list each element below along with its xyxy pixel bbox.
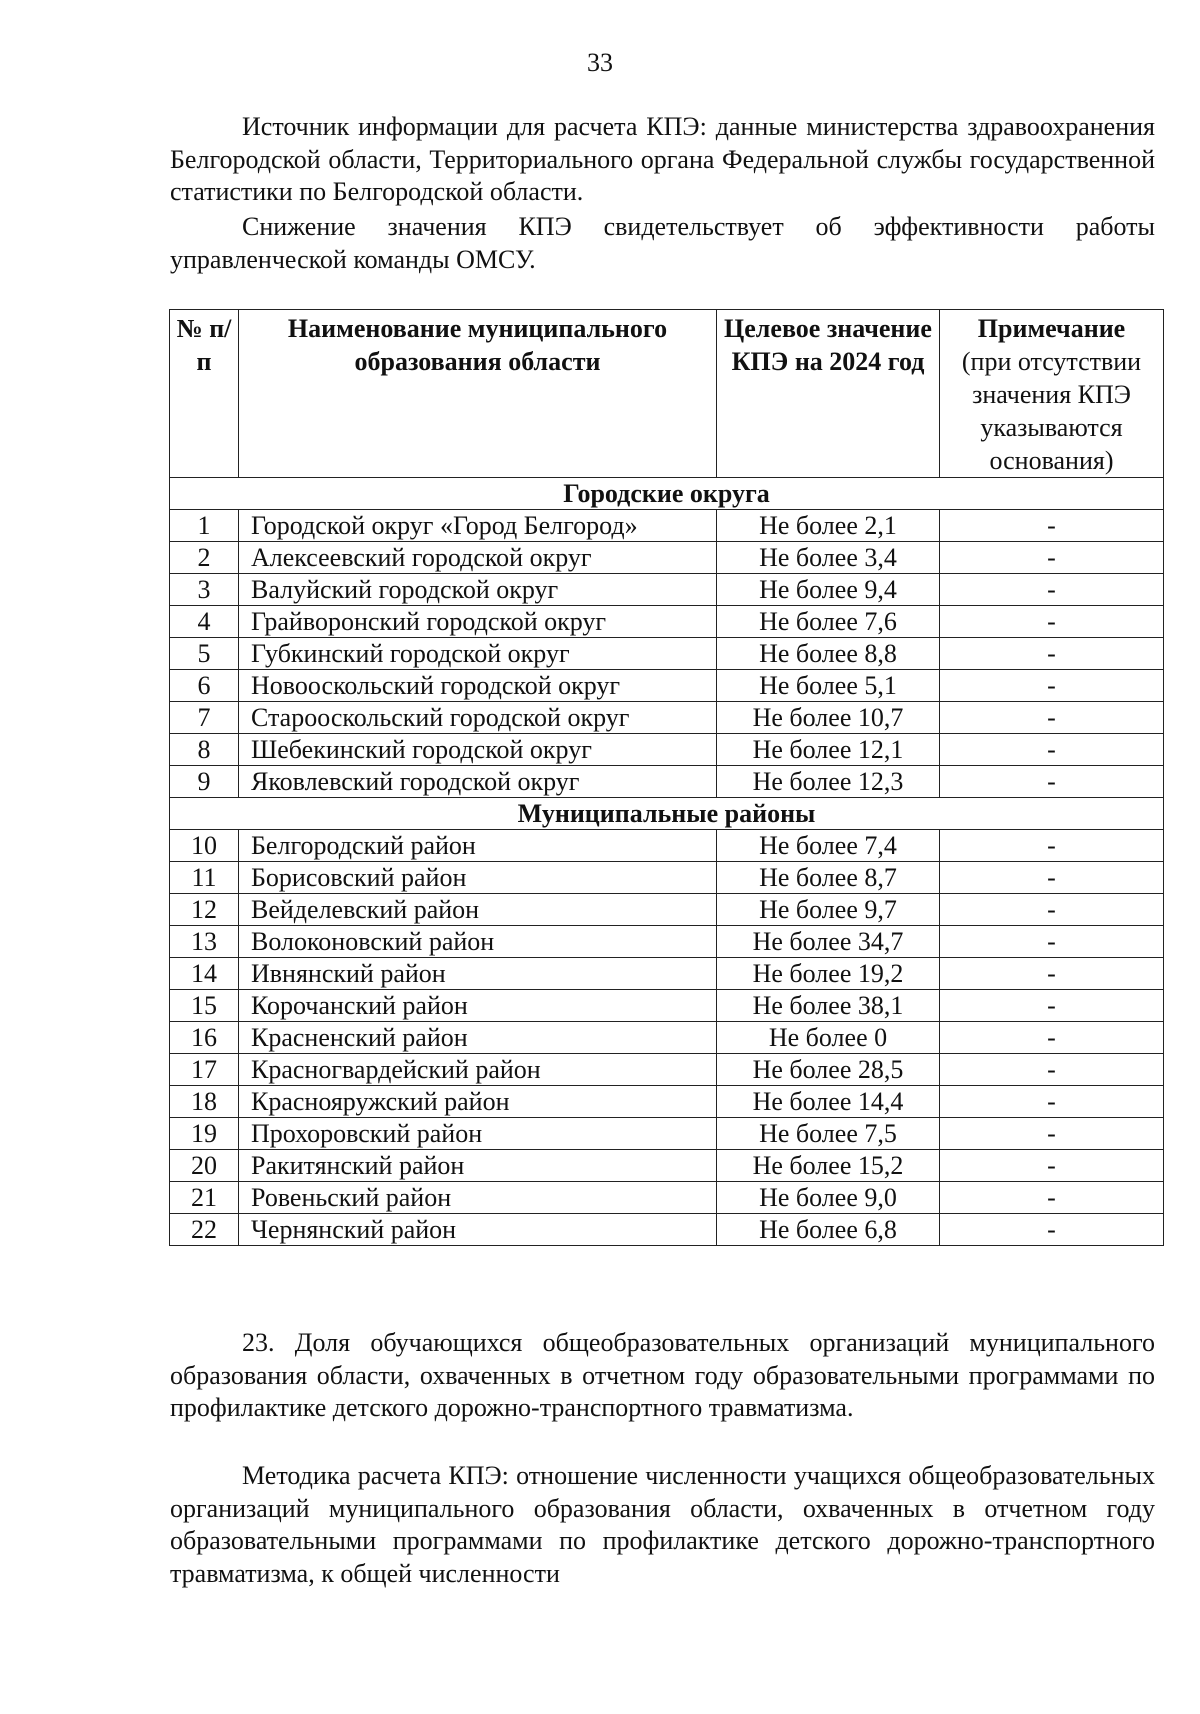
note-cell: - bbox=[940, 830, 1164, 862]
table-row bbox=[170, 990, 1164, 1022]
row-number: 11 bbox=[170, 862, 239, 894]
table-row bbox=[170, 638, 1164, 670]
table-row bbox=[170, 702, 1164, 734]
note-cell: - bbox=[940, 862, 1164, 894]
row-number: 16 bbox=[170, 1022, 239, 1054]
page-number: 33 bbox=[587, 48, 613, 77]
municipality-name: Губкинский городской округ bbox=[239, 638, 717, 670]
row-number: 9 bbox=[170, 766, 239, 798]
method-text: Методика расчета КПЭ: отношение численности учащихся общеобразовательных организаций муниципального образования области, охваченных в отчетном году образовательными программами по профилактике детского дорожно-транспортного травматизма, к общей численности bbox=[170, 1461, 1155, 1588]
header-note bbox=[940, 310, 1164, 478]
note-cell: - bbox=[940, 766, 1164, 798]
municipality-name: Валуйский городской округ bbox=[239, 574, 717, 606]
municipality-name: Краснояружский район bbox=[239, 1086, 717, 1118]
municipality-name: Ровеньский район bbox=[239, 1182, 717, 1214]
table-row bbox=[170, 670, 1164, 702]
target-value: Не более 7,5 bbox=[717, 1118, 940, 1150]
target-value: Не более 28,5 bbox=[717, 1054, 940, 1086]
target-value: Не более 6,8 bbox=[717, 1214, 940, 1246]
table-row bbox=[170, 1086, 1164, 1118]
target-value: Не более 19,2 bbox=[717, 958, 940, 990]
table-row bbox=[170, 1054, 1164, 1086]
municipality-name: Красненский район bbox=[239, 1022, 717, 1054]
target-value: Не более 7,4 bbox=[717, 830, 940, 862]
municipality-name: Белгородский район bbox=[239, 830, 717, 862]
note-cell: - bbox=[940, 926, 1164, 958]
table-row bbox=[170, 1182, 1164, 1214]
decrease-text: Снижение значения КПЭ свидетельствует об эффективности работы управленческой команды ОМСУ. bbox=[170, 212, 1155, 274]
row-number: 17 bbox=[170, 1054, 239, 1086]
note-cell: - bbox=[940, 1182, 1164, 1214]
note-cell: - bbox=[940, 734, 1164, 766]
note-cell: - bbox=[940, 638, 1164, 670]
target-value: Не более 3,4 bbox=[717, 542, 940, 574]
row-number: 21 bbox=[170, 1182, 239, 1214]
row-number: 6 bbox=[170, 670, 239, 702]
item-23-text: 23. Доля обучающихся общеобразовательных организаций муниципального образования области, охваченных в отчетном году образовательными программами по профилактике детского дорожно-транспортного травматизма. bbox=[170, 1328, 1155, 1422]
table-row bbox=[170, 606, 1164, 638]
row-number: 5 bbox=[170, 638, 239, 670]
note-cell: - bbox=[940, 510, 1164, 542]
header-note-title: Примечание bbox=[977, 314, 1126, 343]
header-note-detail: (при отсутствии значения КПЭ указываются основания) bbox=[961, 347, 1142, 475]
row-number: 14 bbox=[170, 958, 239, 990]
target-value: Не более 9,4 bbox=[717, 574, 940, 606]
note-cell: - bbox=[940, 1054, 1164, 1086]
row-number: 8 bbox=[170, 734, 239, 766]
row-number: 12 bbox=[170, 894, 239, 926]
municipality-name: Грайворонский городской округ bbox=[239, 606, 717, 638]
note-cell: - bbox=[940, 670, 1164, 702]
row-number: 10 bbox=[170, 830, 239, 862]
table-row bbox=[170, 1022, 1164, 1054]
municipality-name: Прохоровский район bbox=[239, 1118, 717, 1150]
table-row bbox=[170, 510, 1164, 542]
note-cell: - bbox=[940, 702, 1164, 734]
municipality-name: Корочанский район bbox=[239, 990, 717, 1022]
municipality-name: Яковлевский городской округ bbox=[239, 766, 717, 798]
note-cell: - bbox=[940, 1214, 1164, 1246]
municipality-name: Новооскольский городской округ bbox=[239, 670, 717, 702]
section-row bbox=[170, 798, 1164, 830]
municipality-name: Ракитянский район bbox=[239, 1150, 717, 1182]
municipality-name: Борисовский район bbox=[239, 862, 717, 894]
target-value: Не более 15,2 bbox=[717, 1150, 940, 1182]
table-row bbox=[170, 1118, 1164, 1150]
table-row bbox=[170, 1150, 1164, 1182]
section-title: Городские округа bbox=[170, 478, 1164, 510]
municipality-name: Городской округ «Город Белгород» bbox=[239, 510, 717, 542]
section-row bbox=[170, 478, 1164, 510]
municipality-name: Вейделевский район bbox=[239, 894, 717, 926]
municipality-name: Чернянский район bbox=[239, 1214, 717, 1246]
table-row bbox=[170, 830, 1164, 862]
table-row bbox=[170, 862, 1164, 894]
target-value: Не более 14,4 bbox=[717, 1086, 940, 1118]
header-name: Наименование муниципального образования области bbox=[239, 310, 717, 478]
note-cell: - bbox=[940, 1150, 1164, 1182]
table-row bbox=[170, 894, 1164, 926]
table-row bbox=[170, 766, 1164, 798]
target-value: Не более 0 bbox=[717, 1022, 940, 1054]
row-number: 7 bbox=[170, 702, 239, 734]
note-cell: - bbox=[940, 542, 1164, 574]
row-number: 19 bbox=[170, 1118, 239, 1150]
table-row bbox=[170, 1214, 1164, 1246]
target-value: Не более 12,1 bbox=[717, 734, 940, 766]
source-paragraph bbox=[170, 111, 1155, 209]
target-value: Не более 7,6 bbox=[717, 606, 940, 638]
row-number: 15 bbox=[170, 990, 239, 1022]
target-value: Не более 12,3 bbox=[717, 766, 940, 798]
kpe-table bbox=[169, 309, 1164, 1246]
note-cell: - bbox=[940, 606, 1164, 638]
target-value: Не более 5,1 bbox=[717, 670, 940, 702]
row-number: 2 bbox=[170, 542, 239, 574]
municipality-name: Шебекинский городской округ bbox=[239, 734, 717, 766]
target-value: Не более 10,7 bbox=[717, 702, 940, 734]
table-row bbox=[170, 734, 1164, 766]
table-row bbox=[170, 926, 1164, 958]
note-cell: - bbox=[940, 1022, 1164, 1054]
note-cell: - bbox=[940, 1086, 1164, 1118]
note-cell: - bbox=[940, 1118, 1164, 1150]
row-number: 1 bbox=[170, 510, 239, 542]
municipality-name: Красногвардейский район bbox=[239, 1054, 717, 1086]
municipality-name: Алексеевский городской округ bbox=[239, 542, 717, 574]
row-number: 13 bbox=[170, 926, 239, 958]
header-target: Целевое значение КПЭ на 2024 год bbox=[717, 310, 940, 478]
row-number: 18 bbox=[170, 1086, 239, 1118]
decrease-paragraph bbox=[170, 211, 1155, 276]
municipality-name: Волоконовский район bbox=[239, 926, 717, 958]
row-number: 22 bbox=[170, 1214, 239, 1246]
target-value: Не более 9,0 bbox=[717, 1182, 940, 1214]
section-title: Муниципальные районы bbox=[170, 798, 1164, 830]
table-row bbox=[170, 958, 1164, 990]
note-cell: - bbox=[940, 990, 1164, 1022]
target-value: Не более 8,8 bbox=[717, 638, 940, 670]
method-paragraph bbox=[170, 1460, 1155, 1590]
item-23-paragraph bbox=[170, 1327, 1155, 1425]
target-value: Не более 2,1 bbox=[717, 510, 940, 542]
target-value: Не более 8,7 bbox=[717, 862, 940, 894]
note-cell: - bbox=[940, 894, 1164, 926]
note-cell: - bbox=[940, 574, 1164, 606]
target-value: Не более 34,7 bbox=[717, 926, 940, 958]
target-value: Не более 9,7 bbox=[717, 894, 940, 926]
table-row bbox=[170, 542, 1164, 574]
table-header-row bbox=[170, 310, 1164, 478]
row-number: 3 bbox=[170, 574, 239, 606]
target-value: Не более 38,1 bbox=[717, 990, 940, 1022]
header-num: № п/п bbox=[170, 310, 239, 478]
row-number: 4 bbox=[170, 606, 239, 638]
note-cell: - bbox=[940, 958, 1164, 990]
row-number: 20 bbox=[170, 1150, 239, 1182]
table-row bbox=[170, 574, 1164, 606]
source-text: Источник информации для расчета КПЭ: данные министерства здравоохранения Белгородской области, Территориального органа Федеральной службы государственной статистики по Белгородской области. bbox=[170, 112, 1155, 206]
municipality-name: Ивнянский район bbox=[239, 958, 717, 990]
municipality-name: Старооскольский городской округ bbox=[239, 702, 717, 734]
